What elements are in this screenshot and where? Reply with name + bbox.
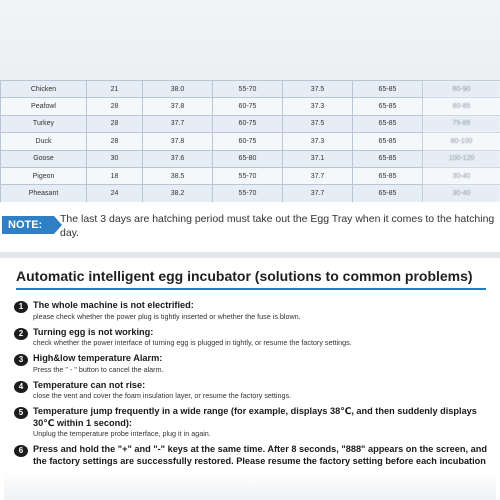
table-cell: 60-75 xyxy=(213,98,283,115)
table-cell: 37.3 xyxy=(283,133,353,150)
table-cell: 65-85 xyxy=(353,167,423,184)
table-cell: 38.5 xyxy=(143,167,213,184)
table-cell: Pheasant xyxy=(1,185,87,202)
table-cell: Turkey xyxy=(1,115,87,132)
table-cell: 28 xyxy=(87,98,143,115)
item-number-badge: 2 xyxy=(14,328,28,340)
solution-item xyxy=(14,300,492,322)
table-cell: 65-85 xyxy=(353,185,423,202)
table-cell: 55-70 xyxy=(213,167,283,184)
table-cell: 30-40 xyxy=(423,185,500,202)
table-cell: 80-85 xyxy=(423,98,500,115)
table-cell: 38.0 xyxy=(143,81,213,98)
table-row xyxy=(1,150,500,167)
table-cell: 100-120 xyxy=(423,150,500,167)
table-cell: 80-90 xyxy=(423,81,500,98)
section-separator xyxy=(0,252,500,258)
solutions-list xyxy=(14,300,492,472)
table-cell: 37.5 xyxy=(283,115,353,132)
item-body xyxy=(33,353,164,375)
table-cell: 37.8 xyxy=(143,98,213,115)
table-row xyxy=(1,167,500,184)
item-body xyxy=(33,327,352,349)
item-title: The whole machine is not electrified: xyxy=(33,300,194,310)
solutions-panel xyxy=(4,260,496,500)
item-body xyxy=(33,406,492,439)
table-cell: 30 xyxy=(87,150,143,167)
table-cell: 37.6 xyxy=(143,150,213,167)
item-body xyxy=(33,444,492,467)
table-cell: 60-75 xyxy=(213,115,283,132)
heading-rule xyxy=(16,288,486,290)
item-body xyxy=(33,300,301,322)
table-cell: 55-70 xyxy=(213,81,283,98)
solution-item xyxy=(14,380,492,402)
item-number-badge: 4 xyxy=(14,381,28,393)
solution-item xyxy=(14,353,492,375)
table-cell: 37.1 xyxy=(283,150,353,167)
note-row xyxy=(0,208,500,248)
item-title: Turning egg is not working: xyxy=(33,326,154,337)
table-row xyxy=(1,185,500,202)
item-description: close the vent and cover the foam insulation layer, or resume the factory settings. xyxy=(33,391,292,400)
table-cell: 75-85 xyxy=(423,115,500,132)
solution-item xyxy=(14,327,492,349)
table-cell: Chicken xyxy=(1,81,87,98)
table-cell: Duck xyxy=(1,133,87,150)
table-row xyxy=(1,98,500,115)
table-cell: 28 xyxy=(87,115,143,132)
solutions-heading: Automatic intelligent egg incubator (solutions to common problems) xyxy=(16,268,473,284)
table-row xyxy=(1,115,500,132)
item-title: High&low temperature Alarm: xyxy=(33,353,163,363)
table-cell: Pigeon xyxy=(1,167,87,184)
item-number-badge: 1 xyxy=(14,301,28,313)
incubation-table xyxy=(0,80,500,202)
table-cell: 28 xyxy=(87,133,143,150)
table-cell: 37.7 xyxy=(283,167,353,184)
solution-item xyxy=(14,406,492,439)
top-blank-area xyxy=(0,0,500,80)
table-cell: 37.8 xyxy=(143,133,213,150)
table-cell: 24 xyxy=(87,185,143,202)
item-description: Press the " - " button to cancel the alarm. xyxy=(33,364,164,374)
table-cell: 21 xyxy=(87,81,143,98)
item-number-badge: 5 xyxy=(14,407,28,419)
table-cell: 65-85 xyxy=(353,81,423,98)
table-cell: 38.2 xyxy=(143,185,213,202)
table-cell: 65-80 xyxy=(213,150,283,167)
table-cell: 65-85 xyxy=(353,150,423,167)
incubation-table-wrap xyxy=(0,80,500,202)
item-number-badge: 3 xyxy=(14,354,28,366)
table-cell: 37.5 xyxy=(283,81,353,98)
table-cell: Peafowl xyxy=(1,98,87,115)
item-description: check whether the power interface of turning egg is plugged in tightly, or resume the factory settings. xyxy=(33,338,352,347)
item-description: please check whether the power plug is tightly inserted or whether the fuse is blown. xyxy=(33,311,301,321)
item-number-badge: 6 xyxy=(14,445,28,457)
item-description: Unplug the temperature probe interface, plug it in again. xyxy=(33,429,211,438)
table-cell: 30-40 xyxy=(423,167,500,184)
table-cell: Goose xyxy=(1,150,87,167)
note-badge: NOTE: xyxy=(2,216,54,234)
item-title: Temperature can not rise: xyxy=(33,379,146,390)
item-title: Temperature jump frequently in a wide range (for example, displays 38℃, and then suddenly displays 30℃ within 1 second): xyxy=(33,406,477,428)
solution-item xyxy=(14,444,492,467)
table-cell: 65-85 xyxy=(353,133,423,150)
table-cell: 80-100 xyxy=(423,133,500,150)
note-text: The last 3 days are hatching period must take out the Egg Tray when it comes to the hatching day. xyxy=(60,213,495,239)
item-title: Press and hold the "+" and "-" keys at the same time. After 8 seconds, "888" appears on the screen, and the factory settings are successfully restored. Please resume the factory setting before each incubation xyxy=(33,444,487,466)
table-cell: 18 xyxy=(87,167,143,184)
table-cell: 60-75 xyxy=(213,133,283,150)
table-row xyxy=(1,133,500,150)
table-cell: 37.7 xyxy=(143,115,213,132)
table-cell: 65-85 xyxy=(353,98,423,115)
table-cell: 65-85 xyxy=(353,115,423,132)
table-cell: 55-70 xyxy=(213,185,283,202)
table-row xyxy=(1,81,500,98)
item-body xyxy=(33,380,291,402)
table-cell: 37.7 xyxy=(283,185,353,202)
table-cell: 37.3 xyxy=(283,98,353,115)
